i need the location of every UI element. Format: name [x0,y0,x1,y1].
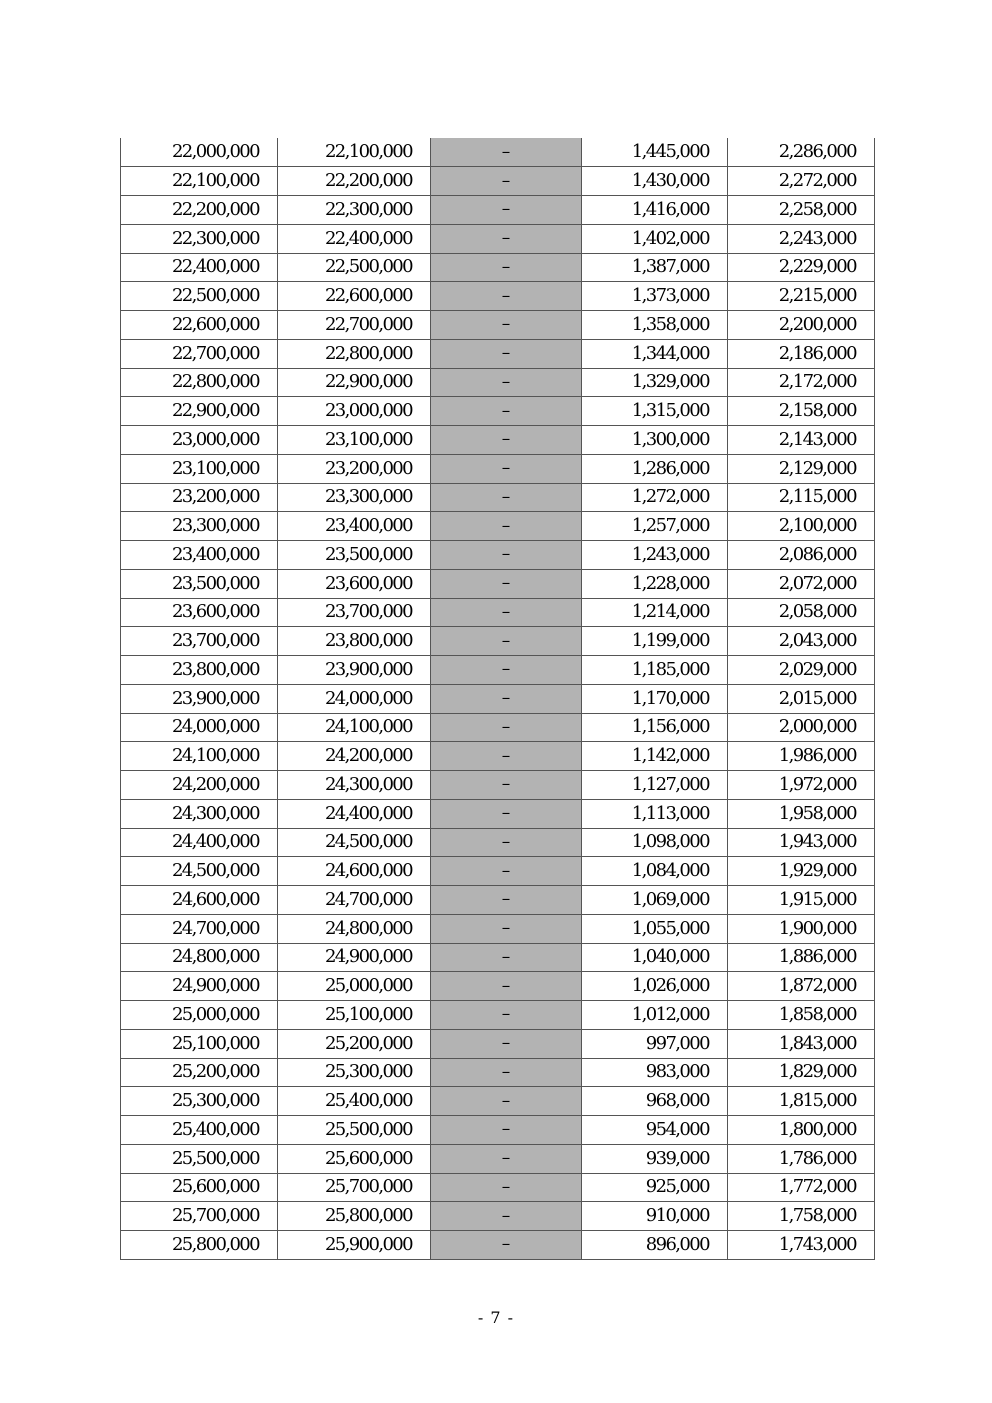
cell-amount-a: 1,026,000 [582,972,728,1001]
cell-income-to: 23,100,000 [278,426,431,455]
table-row [121,282,875,311]
cell-income-to: 24,200,000 [278,742,431,771]
cell-income-from: 25,400,000 [121,1116,278,1145]
cell-amount-b: 1,800,000 [728,1116,875,1145]
cell-income-to: 25,700,000 [278,1173,431,1202]
cell-shaded-dash: – [431,972,582,1001]
cell-income-to: 23,900,000 [278,656,431,685]
cell-amount-a: 896,000 [582,1231,728,1260]
cell-amount-b: 2,143,000 [728,426,875,455]
cell-amount-a: 1,358,000 [582,311,728,340]
cell-amount-a: 968,000 [582,1087,728,1116]
cell-shaded-dash: – [431,167,582,196]
cell-amount-b: 2,086,000 [728,541,875,570]
cell-income-to: 23,300,000 [278,483,431,512]
table-row [121,857,875,886]
cell-income-from: 23,000,000 [121,426,278,455]
table-row [121,1029,875,1058]
cell-amount-a: 1,069,000 [582,886,728,915]
cell-shaded-dash: – [431,1144,582,1173]
cell-amount-b: 1,858,000 [728,1001,875,1030]
cell-income-to: 24,700,000 [278,886,431,915]
cell-amount-a: 1,040,000 [582,943,728,972]
cell-income-from: 25,300,000 [121,1087,278,1116]
cell-amount-b: 2,272,000 [728,167,875,196]
cell-income-to: 24,300,000 [278,771,431,800]
table-row [121,771,875,800]
cell-shaded-dash: – [431,1029,582,1058]
cell-income-from: 25,200,000 [121,1058,278,1087]
cell-amount-a: 1,214,000 [582,598,728,627]
cell-income-to: 22,400,000 [278,224,431,253]
cell-shaded-dash: – [431,1087,582,1116]
cell-amount-a: 1,257,000 [582,512,728,541]
table-row [121,1087,875,1116]
cell-amount-b: 2,115,000 [728,483,875,512]
cell-income-from: 23,300,000 [121,512,278,541]
cell-amount-b: 1,900,000 [728,914,875,943]
table-row [121,943,875,972]
table-row [121,914,875,943]
cell-income-from: 22,600,000 [121,311,278,340]
cell-amount-b: 1,943,000 [728,828,875,857]
cell-shaded-dash: – [431,569,582,598]
cell-income-to: 25,400,000 [278,1087,431,1116]
table-row [121,138,875,167]
cell-amount-b: 2,200,000 [728,311,875,340]
cell-shaded-dash: – [431,1058,582,1087]
table-row [121,253,875,282]
cell-shaded-dash: – [431,282,582,311]
cell-shaded-dash: – [431,426,582,455]
cell-amount-b: 2,158,000 [728,397,875,426]
cell-shaded-dash: – [431,253,582,282]
cell-amount-a: 1,199,000 [582,627,728,656]
cell-amount-b: 2,000,000 [728,713,875,742]
cell-income-from: 24,400,000 [121,828,278,857]
cell-shaded-dash: – [431,311,582,340]
cell-amount-b: 1,829,000 [728,1058,875,1087]
cell-income-to: 23,000,000 [278,397,431,426]
cell-amount-a: 1,272,000 [582,483,728,512]
cell-amount-a: 1,445,000 [582,138,728,167]
cell-amount-b: 2,058,000 [728,598,875,627]
cell-income-to: 24,900,000 [278,943,431,972]
table-row [121,483,875,512]
cell-income-from: 25,800,000 [121,1231,278,1260]
cell-income-to: 23,400,000 [278,512,431,541]
cell-income-to: 22,200,000 [278,167,431,196]
cell-amount-a: 925,000 [582,1173,728,1202]
cell-income-from: 22,900,000 [121,397,278,426]
cell-shaded-dash: – [431,771,582,800]
cell-shaded-dash: – [431,857,582,886]
cell-amount-b: 2,186,000 [728,339,875,368]
table-row [121,1058,875,1087]
cell-income-from: 23,200,000 [121,483,278,512]
table-row [121,1231,875,1260]
cell-amount-a: 1,098,000 [582,828,728,857]
cell-shaded-dash: – [431,541,582,570]
table-row [121,799,875,828]
cell-income-to: 23,600,000 [278,569,431,598]
cell-shaded-dash: – [431,512,582,541]
table-row [121,397,875,426]
cell-income-from: 22,500,000 [121,282,278,311]
cell-income-from: 24,600,000 [121,886,278,915]
cell-income-to: 22,600,000 [278,282,431,311]
cell-amount-a: 1,344,000 [582,339,728,368]
cell-income-to: 23,700,000 [278,598,431,627]
table-row [121,339,875,368]
cell-amount-b: 1,986,000 [728,742,875,771]
cell-shaded-dash: – [431,1173,582,1202]
cell-income-from: 23,500,000 [121,569,278,598]
cell-income-from: 24,700,000 [121,914,278,943]
cell-amount-b: 1,758,000 [728,1202,875,1231]
cell-shaded-dash: – [431,138,582,167]
cell-amount-a: 1,286,000 [582,454,728,483]
cell-income-from: 22,400,000 [121,253,278,282]
cell-income-to: 22,300,000 [278,196,431,225]
cell-shaded-dash: – [431,368,582,397]
cell-amount-a: 1,185,000 [582,656,728,685]
table-row [121,167,875,196]
cell-income-to: 24,500,000 [278,828,431,857]
cell-amount-a: 954,000 [582,1116,728,1145]
cell-income-to: 25,800,000 [278,1202,431,1231]
cell-amount-b: 1,886,000 [728,943,875,972]
cell-income-from: 22,000,000 [121,138,278,167]
cell-income-to: 25,500,000 [278,1116,431,1145]
cell-income-from: 23,400,000 [121,541,278,570]
cell-amount-a: 1,142,000 [582,742,728,771]
cell-amount-b: 2,243,000 [728,224,875,253]
cell-shaded-dash: – [431,656,582,685]
cell-shaded-dash: – [431,1116,582,1145]
cell-amount-a: 910,000 [582,1202,728,1231]
cell-income-to: 25,100,000 [278,1001,431,1030]
cell-shaded-dash: – [431,397,582,426]
cell-income-to: 23,800,000 [278,627,431,656]
cell-amount-b: 1,786,000 [728,1144,875,1173]
cell-income-to: 24,600,000 [278,857,431,886]
cell-shaded-dash: – [431,742,582,771]
cell-income-from: 24,200,000 [121,771,278,800]
cell-income-from: 25,500,000 [121,1144,278,1173]
table-row [121,569,875,598]
cell-amount-a: 1,127,000 [582,771,728,800]
cell-income-from: 24,300,000 [121,799,278,828]
cell-shaded-dash: – [431,799,582,828]
cell-income-from: 24,100,000 [121,742,278,771]
cell-amount-a: 1,084,000 [582,857,728,886]
table-row [121,541,875,570]
cell-income-to: 25,900,000 [278,1231,431,1260]
table-row [121,512,875,541]
cell-income-from: 23,900,000 [121,684,278,713]
cell-amount-a: 1,402,000 [582,224,728,253]
cell-amount-b: 2,072,000 [728,569,875,598]
cell-amount-b: 2,172,000 [728,368,875,397]
table-row [121,196,875,225]
tax-table-body [121,138,875,1259]
table-row [121,1173,875,1202]
cell-income-to: 22,700,000 [278,311,431,340]
cell-amount-a: 1,300,000 [582,426,728,455]
table-row [121,1001,875,1030]
cell-shaded-dash: – [431,1202,582,1231]
cell-income-to: 22,900,000 [278,368,431,397]
table-row [121,886,875,915]
table-row [121,368,875,397]
cell-amount-b: 2,015,000 [728,684,875,713]
cell-amount-a: 997,000 [582,1029,728,1058]
table-row [121,742,875,771]
cell-income-to: 25,600,000 [278,1144,431,1173]
cell-shaded-dash: – [431,339,582,368]
cell-income-to: 25,300,000 [278,1058,431,1087]
table-row [121,828,875,857]
cell-shaded-dash: – [431,1001,582,1030]
cell-amount-b: 1,915,000 [728,886,875,915]
cell-income-from: 23,800,000 [121,656,278,685]
table-row [121,224,875,253]
cell-amount-a: 1,430,000 [582,167,728,196]
cell-amount-b: 2,100,000 [728,512,875,541]
cell-amount-a: 1,373,000 [582,282,728,311]
cell-shaded-dash: – [431,1231,582,1260]
cell-amount-a: 1,113,000 [582,799,728,828]
table-row [121,1202,875,1231]
cell-income-to: 25,000,000 [278,972,431,1001]
cell-amount-b: 2,258,000 [728,196,875,225]
cell-amount-a: 1,387,000 [582,253,728,282]
cell-income-to: 24,400,000 [278,799,431,828]
cell-shaded-dash: – [431,713,582,742]
cell-income-to: 22,800,000 [278,339,431,368]
cell-income-to: 25,200,000 [278,1029,431,1058]
cell-income-from: 22,100,000 [121,167,278,196]
cell-amount-b: 2,043,000 [728,627,875,656]
cell-amount-b: 2,029,000 [728,656,875,685]
cell-amount-b: 2,215,000 [728,282,875,311]
cell-amount-b: 1,929,000 [728,857,875,886]
cell-income-from: 25,000,000 [121,1001,278,1030]
page-number: - 7 - [477,1308,515,1327]
cell-income-from: 24,000,000 [121,713,278,742]
cell-shaded-dash: – [431,943,582,972]
cell-amount-b: 1,743,000 [728,1231,875,1260]
cell-amount-a: 983,000 [582,1058,728,1087]
cell-shaded-dash: – [431,598,582,627]
cell-amount-b: 1,958,000 [728,799,875,828]
cell-income-to: 23,500,000 [278,541,431,570]
table-row [121,426,875,455]
cell-amount-b: 1,815,000 [728,1087,875,1116]
cell-amount-a: 1,416,000 [582,196,728,225]
tax-table [120,138,875,1260]
cell-income-to: 24,800,000 [278,914,431,943]
cell-income-to: 22,100,000 [278,138,431,167]
cell-income-to: 23,200,000 [278,454,431,483]
cell-amount-b: 2,229,000 [728,253,875,282]
cell-income-from: 25,700,000 [121,1202,278,1231]
cell-amount-b: 1,872,000 [728,972,875,1001]
cell-shaded-dash: – [431,196,582,225]
cell-income-from: 22,300,000 [121,224,278,253]
cell-amount-b: 1,843,000 [728,1029,875,1058]
cell-amount-a: 1,170,000 [582,684,728,713]
cell-amount-a: 1,315,000 [582,397,728,426]
cell-shaded-dash: – [431,454,582,483]
cell-income-from: 22,800,000 [121,368,278,397]
table-row [121,598,875,627]
table-row [121,972,875,1001]
table-row [121,1116,875,1145]
cell-income-to: 22,500,000 [278,253,431,282]
cell-shaded-dash: – [431,627,582,656]
cell-income-from: 25,100,000 [121,1029,278,1058]
cell-income-from: 22,200,000 [121,196,278,225]
table-row [121,684,875,713]
cell-income-from: 24,500,000 [121,857,278,886]
cell-income-from: 23,600,000 [121,598,278,627]
cell-amount-a: 1,243,000 [582,541,728,570]
cell-shaded-dash: – [431,224,582,253]
cell-income-from: 23,700,000 [121,627,278,656]
cell-shaded-dash: – [431,684,582,713]
table-row [121,1144,875,1173]
cell-amount-b: 2,286,000 [728,138,875,167]
cell-amount-a: 1,156,000 [582,713,728,742]
table-row [121,454,875,483]
cell-amount-b: 1,772,000 [728,1173,875,1202]
table-row [121,713,875,742]
cell-income-to: 24,000,000 [278,684,431,713]
cell-income-from: 23,100,000 [121,454,278,483]
cell-amount-b: 1,972,000 [728,771,875,800]
cell-income-from: 25,600,000 [121,1173,278,1202]
cell-income-from: 22,700,000 [121,339,278,368]
table-row [121,311,875,340]
table-row [121,656,875,685]
cell-income-to: 24,100,000 [278,713,431,742]
cell-amount-a: 1,055,000 [582,914,728,943]
cell-amount-b: 2,129,000 [728,454,875,483]
cell-shaded-dash: – [431,914,582,943]
cell-amount-a: 1,329,000 [582,368,728,397]
cell-shaded-dash: – [431,886,582,915]
cell-shaded-dash: – [431,483,582,512]
cell-income-from: 24,900,000 [121,972,278,1001]
cell-amount-a: 1,012,000 [582,1001,728,1030]
cell-income-from: 24,800,000 [121,943,278,972]
cell-amount-a: 1,228,000 [582,569,728,598]
cell-shaded-dash: – [431,828,582,857]
cell-amount-a: 939,000 [582,1144,728,1173]
table-row [121,627,875,656]
